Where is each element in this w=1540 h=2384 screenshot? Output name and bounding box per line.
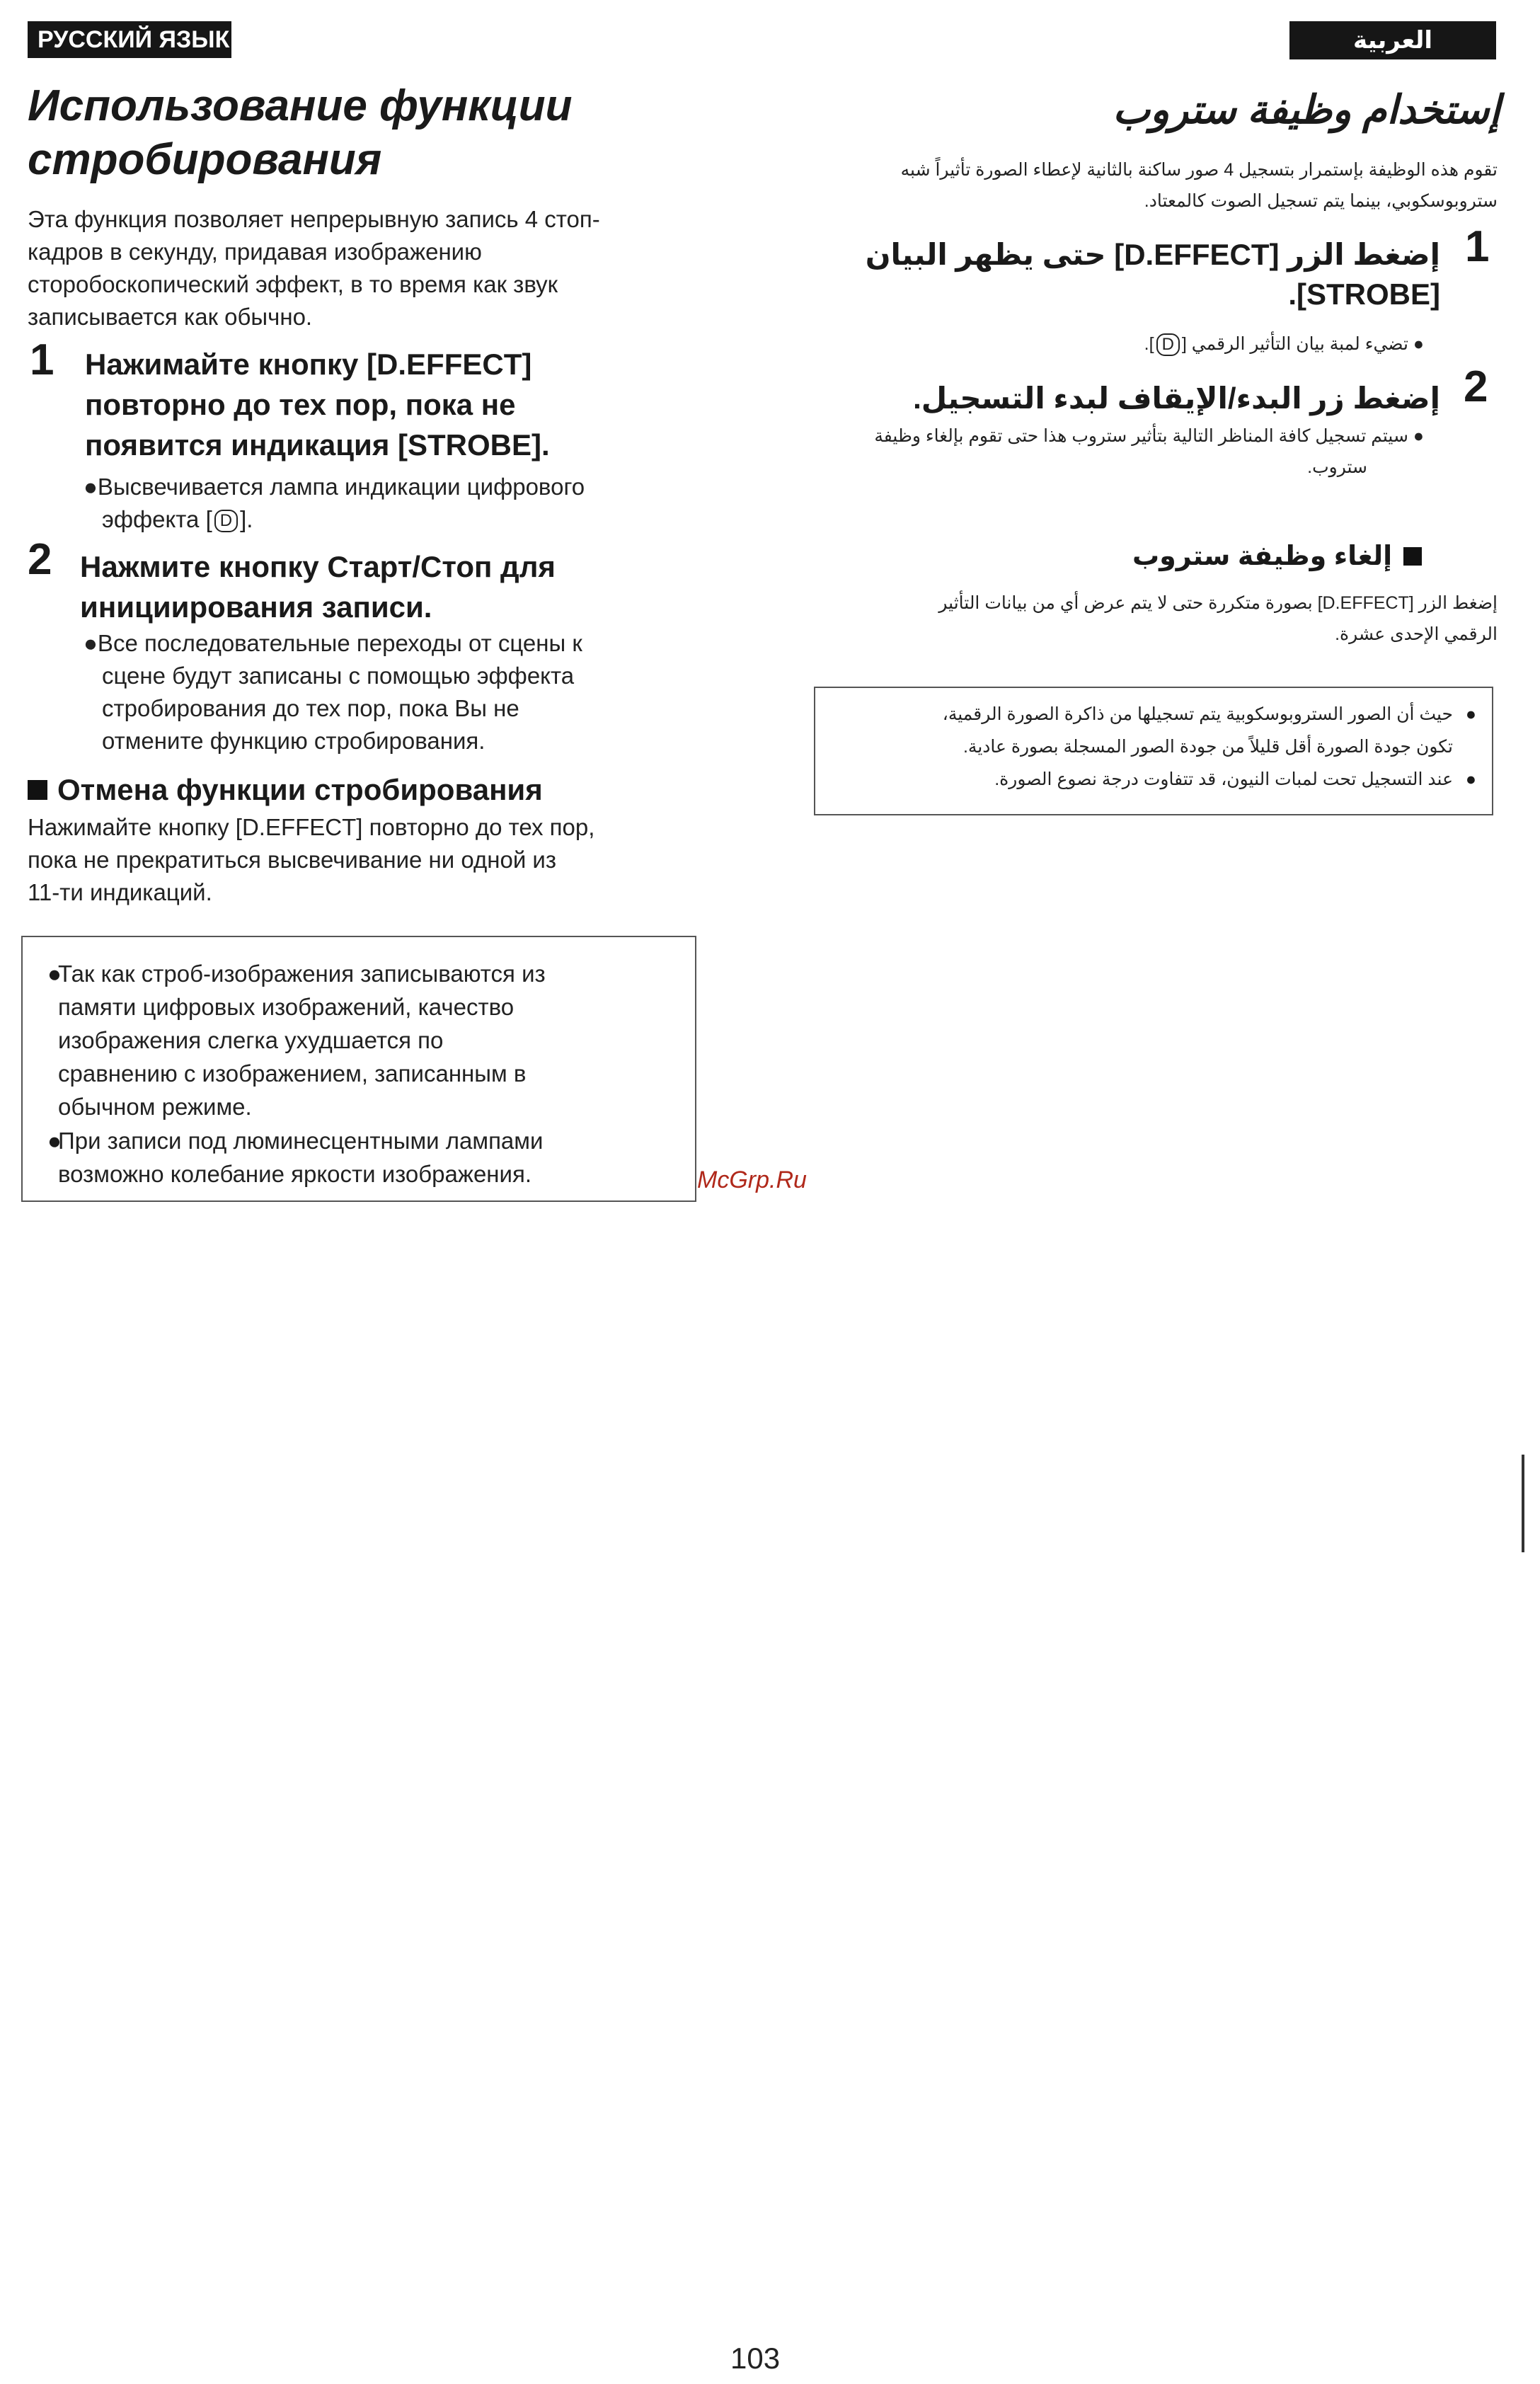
watermark-text: McGrp.Ru	[697, 1167, 807, 1193]
note-line: обычном режиме.	[58, 1094, 252, 1120]
cancel-section-body	[28, 811, 707, 909]
note-line: Так как строб-изображения записываются из	[58, 961, 546, 987]
text-line: повторно до тех пор, пока не	[85, 388, 516, 421]
page-number: 103	[730, 2342, 781, 2375]
square-bullet-icon	[28, 780, 47, 800]
text-line: Нажимайте кнопку [D.EFFECT]	[85, 348, 532, 381]
text-line: сторобоскопический эффект, в то время как звук	[28, 271, 558, 297]
note-line: При записи под люминесцентными лампами	[58, 1128, 544, 1154]
russian-notes-box	[21, 936, 696, 1202]
title-line: Использование функции	[28, 81, 573, 130]
bullet-icon: ●	[47, 1128, 62, 1154]
step-2-number: 2	[28, 535, 52, 584]
arabic-intro-paragraph	[835, 154, 1498, 217]
note-line: عند التسجيل تحت لمبات النيون، قد تتفاوت درجة نصوع الصورة.	[994, 769, 1453, 789]
text-line	[84, 503, 706, 536]
text-line: [STROBE].	[1288, 277, 1440, 311]
arabic-language-tab: العربية	[1289, 21, 1496, 59]
text-line: стробирования до тех пор, пока Вы не	[102, 695, 519, 721]
text-line: إضغط الزر [D.EFFECT] حتى يظهر البيان	[865, 238, 1440, 271]
text-fragment: эффекта [	[102, 506, 212, 532]
bullet-icon: ●	[1413, 334, 1424, 354]
text-line: إضغط الزر [D.EFFECT] بصورة متكررة حتى لا يتم عرض أي من بيانات التأثير	[938, 593, 1498, 613]
text-fragment: سيتم تسجيل كافة المناظر التالية بتأثير ستروب هذا حتى تقوم بإلغاء وظيفة	[874, 426, 1408, 446]
arabic-step-2-number: 2	[1464, 362, 1488, 411]
text-line: Нажмите кнопку Старт/Стоп для	[80, 550, 556, 583]
text-line: записывается как обычно.	[28, 304, 313, 330]
text-line: пока не прекратиться высвечивание ни одной из	[28, 847, 556, 873]
text-fragment: ].	[1144, 334, 1154, 354]
arabic-step-2-note	[835, 420, 1424, 483]
text-line: 11-ти индикаций.	[28, 879, 212, 905]
heading-text: إلغاء وظيفة ستروب	[1132, 541, 1393, 571]
russian-language-tab: РУССКИЙ ЯЗЫК	[28, 21, 231, 58]
bullet-icon: ●	[47, 961, 62, 987]
text-line: сцене будут записаны с помощью эффекта	[102, 663, 575, 689]
margin-rule	[1522, 1455, 1524, 1552]
text-line: отмените функцию стробирования.	[102, 728, 485, 754]
text-fragment: تضيء لمبة بيان التأثير الرقمي [	[1181, 334, 1408, 354]
text-line	[835, 420, 1424, 452]
arabic-step-1-note	[920, 328, 1424, 360]
arabic-notes-box	[814, 687, 1493, 815]
note-line: сравнению с изображением, записанным в	[58, 1060, 527, 1087]
note-line: изображения слегка ухудшается по	[58, 1027, 444, 1053]
text-line: Эта функция позволяет непрерывную запись 4 стоп-	[28, 206, 600, 232]
title-line: стробирования	[28, 135, 382, 184]
text-line: ستروب.	[1307, 457, 1367, 477]
arabic-cancel-heading	[1132, 538, 1495, 575]
text-line: кадров в секунду, придавая изображению	[28, 239, 482, 265]
step-1-number: 1	[30, 336, 54, 384]
note-line: تكون جودة الصورة أقل قليلاً من جودة الصور المسجلة بصورة عادية.	[962, 737, 1453, 757]
square-bullet-icon	[1403, 547, 1422, 566]
note-line: памяти цифровых изображений, качество	[58, 994, 515, 1020]
cancel-section-heading	[28, 772, 543, 808]
text-line: ستروبوسكوبي، بينما يتم تسجيل الصوت كالمعتاد.	[1144, 191, 1498, 211]
step-2-instruction	[80, 546, 717, 627]
bullet-icon: ●	[1413, 426, 1424, 446]
arabic-step-2-instruction: إضغط زر البدء/الإيقاف لبدء التسجيل.	[913, 382, 1440, 415]
text-line: تقوم هذه الوظيفة بإستمرار بتسجيل 4 صور ساكنة بالثانية لإعطاء الصورة تأثيراً شبه	[900, 160, 1498, 180]
step-2-note	[84, 627, 706, 757]
bullet-icon: ●	[1465, 704, 1476, 724]
text-line: الرقمي الإحدى عشرة.	[1335, 624, 1498, 644]
bullet-icon: ●	[1465, 769, 1476, 789]
note-line: возможно колебание яркости изображения.	[58, 1161, 531, 1187]
text-fragment: ].	[240, 506, 253, 532]
russian-page-title	[28, 79, 707, 187]
heading-text: Отмена функции стробирования	[57, 773, 543, 806]
text-line: Нажимайте кнопку [D.EFFECT] повторно до тех пор,	[28, 814, 595, 840]
d-effect-indicator-icon: D	[214, 510, 238, 532]
text-line: ●Высвечивается лампа индикации цифрового	[84, 474, 585, 500]
text-line: ●Все последовательные переходы от сцены к	[84, 630, 582, 656]
arabic-page-title: إستخدام وظيفة ستروب	[1113, 87, 1500, 132]
note-line: حيث أن الصور الستروبوسكوبية يتم تسجيلها من ذاكرة الصورة الرقمية،	[942, 704, 1453, 724]
arabic-cancel-body	[835, 588, 1498, 650]
step-1-instruction	[85, 344, 722, 465]
text-line: инициирования записи.	[80, 590, 432, 624]
arabic-step-1-number: 1	[1465, 222, 1490, 271]
d-effect-indicator-icon: D	[1156, 333, 1180, 356]
russian-intro-paragraph	[28, 203, 707, 333]
text-line: появится индикация [STROBE].	[85, 428, 550, 462]
arabic-step-1-instruction	[835, 235, 1440, 314]
step-1-note	[84, 471, 706, 536]
